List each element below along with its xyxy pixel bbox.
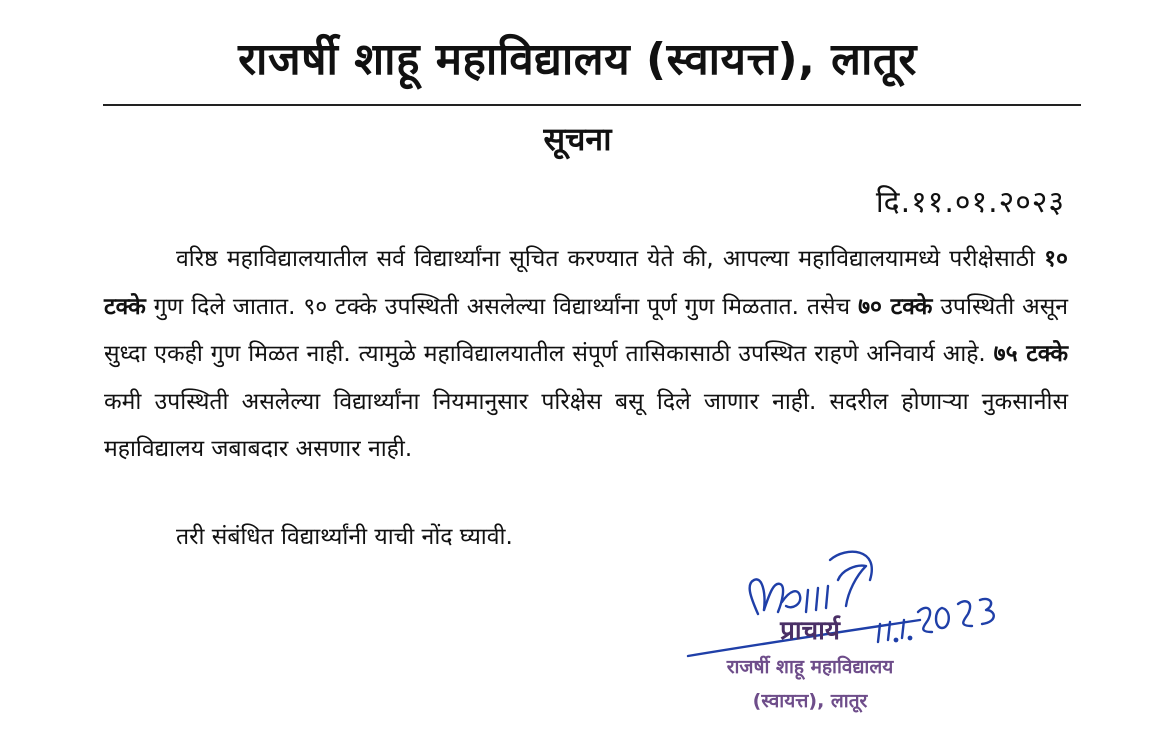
body-bold-2: ७० टक्के (858, 293, 933, 320)
notice-body-paragraph (104, 236, 1068, 474)
body-text-4: कमी उपस्थिती असलेल्या विद्यार्थ्यांना नियमानुसार परिक्षेस बसू दिले जाणार नाही. सदरील होणाऱ्या नुकसानीस महाविद्यालय जबाबदार असणार नाही. (104, 388, 1068, 462)
body-text-3: उपस्थिती असून सुध्दा एकही गुण मिळत नाही. त्यामुळे महाविद्यालयातील संपूर्ण तासिकासाठी उपस्थित राहणे अनिवार्य आहे. (104, 293, 1069, 367)
body-bold-1: १० टक्के (104, 246, 1068, 320)
body-bold-3: ७५ टक्के (993, 341, 1069, 367)
college-name-heading: राजर्षी शाहू महाविद्यालय (स्वायत्त), लातूर (238, 34, 917, 85)
notice-title: सूचना (543, 120, 612, 158)
header-divider (103, 104, 1081, 106)
stamp-title: प्राचार्य (780, 616, 840, 646)
stamp-college-location: (स्वायत्त), लातूर (752, 690, 868, 712)
notice-date: दि.११.०१.२०२३ (875, 185, 1065, 220)
body-text-1: वरिष्ठ महाविद्यालयातील सर्व विद्यार्थ्यांना सूचित करण्यात येते की, आपल्या महाविद्यालयामध्ये परीक्षेसाठी (176, 246, 1045, 272)
principal-stamp (680, 612, 940, 718)
stamp-college-name: राजर्षी शाहू महाविद्यालय (726, 656, 894, 678)
closing-line: तरी संबंधित विद्यार्थ्यांनी याची नोंद घ्यावी. (176, 524, 513, 550)
body-text-2: गुण दिले जातात. ९० टक्के उपस्थिती असलेल्या विद्यार्थ्यांना पूर्ण गुण मिळतात. तसेच (145, 293, 859, 320)
